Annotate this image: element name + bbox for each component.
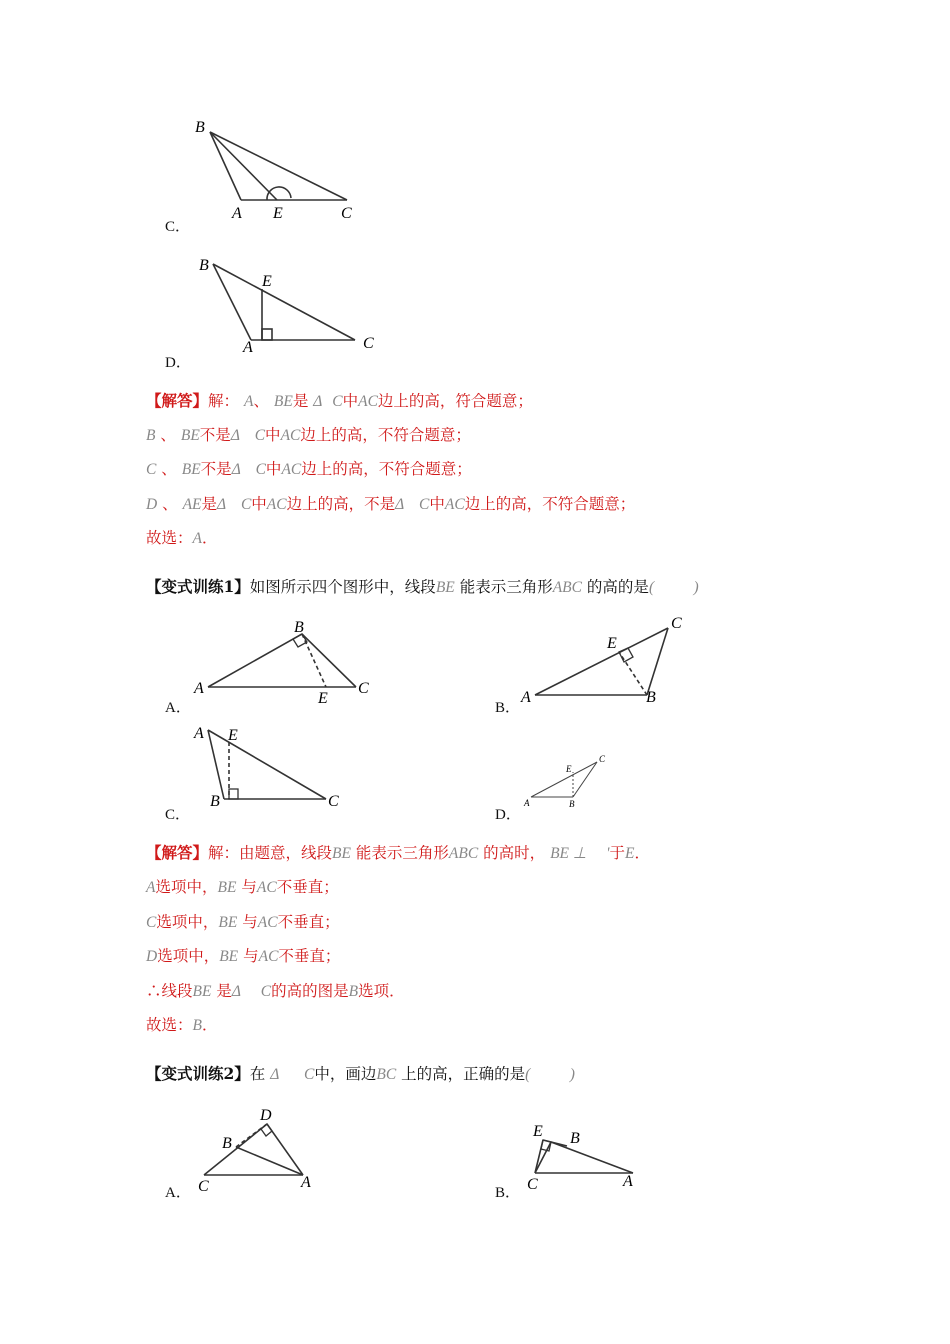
segment-bc [647,628,668,695]
option-a-label: A． [165,1185,191,1201]
label-c: C [198,1178,209,1195]
segment-ba [210,132,241,200]
option-a-label: A． [165,700,191,716]
option-c-label: C． [165,219,191,235]
answer2-line4: D选项中，BE 与AC不垂直； [146,947,341,965]
label-e: E [273,205,283,222]
option-d-label: D． [165,355,191,371]
segment-bc [535,1142,551,1173]
label-c: C [358,680,369,697]
label-c: C [363,335,374,352]
answer-tag: 【解答】 [146,391,209,410]
label-b: B [210,793,220,810]
segment-ac [531,762,597,797]
segment-ac [208,730,326,799]
segment-bc [210,132,347,200]
label-e: E [262,273,272,290]
label-b: B [569,799,575,809]
label-c: C [599,754,606,764]
answer2-line2: A选项中，BE 与AC不垂直； [146,878,339,896]
option-c-label: C． [165,807,191,823]
segment-ba [213,264,251,340]
right-angle-mark [619,648,633,662]
label-a: A [232,205,242,222]
label-b: B [646,689,656,706]
answer1-line5: 故选：A． [146,529,218,547]
answer1-line2: B 、 BE不是Δ C中AC边上的高，不符合题意； [146,426,471,444]
segment-ac [535,628,668,695]
figure-q1-a [190,612,380,707]
option-b-label: B． [495,1185,521,1201]
label-b: B [222,1135,232,1152]
segment-cd [204,1124,267,1175]
question2-stem: 【变式训练2】在 Δ C中，画边BC 上的高，正确的是( ) [146,1064,575,1083]
figure-q2-b [515,1118,655,1198]
answer2-line6: 故选：B． [146,1016,218,1034]
label-a: A [623,1173,633,1190]
answer1-line3: C 、 BE不是Δ C中AC边上的高，不符合题意； [146,460,472,478]
answer1-line4: D 、 AE是Δ C中AC边上的高，不是Δ C中AC边上的高，不符合题意； [146,495,636,513]
figure-q1-d [515,750,615,815]
segment-ab [208,634,302,687]
label-a: A [521,689,531,706]
label-a: A [194,725,204,742]
answer-tag: 【解答】 [146,843,209,862]
figure-prev-c [185,108,365,223]
segment-ab [208,730,224,799]
label-b: B [195,119,205,136]
label-b: B [294,619,304,636]
label-b: B [199,257,209,274]
figure-q2-a [190,1100,330,1195]
figure-q1-c [190,720,360,815]
answer2-line5: ∴线段BE 是Δ C的高的图是B选项． [146,982,405,1000]
label-a: A [243,339,253,356]
label-a: A [194,680,204,697]
question-tag: 【变式训练1】 [146,577,250,596]
segment-bc [213,264,355,340]
segment-bc [573,762,597,797]
label-a: A [301,1174,311,1191]
option-d-label: D． [495,807,521,823]
figure-q1-b [515,612,695,707]
segment-be [302,634,326,687]
label-e: E [228,727,238,744]
answer1-line1: 【解答】解： A、 BE是 Δ C中AC边上的高，符合题意； [146,391,533,410]
answer2-line1: 【解答】解：由题意，线段BE 能表示三角形ABC 的高时， BE ⊥ '于E． [146,843,650,862]
segment-bc [302,634,356,687]
label-c: C [671,615,682,632]
label-e: E [566,764,572,774]
label-b: B [570,1130,580,1147]
label-d: D [260,1107,272,1124]
segment-be [619,652,647,695]
right-angle-mark [262,329,272,340]
right-angle-mark [229,789,238,799]
segment-ba [551,1142,633,1173]
question-tag: 【变式训练2】 [146,1064,250,1083]
question1-stem: 【变式训练1】如图所示四个图形中，线段BE 能表示三角形ABC 的高的是( ) [146,577,699,596]
segment-be [210,132,277,200]
label-c: C [341,205,352,222]
label-e: E [607,635,617,652]
label-e: E [533,1123,543,1140]
figure-prev-d [185,248,385,358]
label-e: E [318,690,328,707]
answer2-line3: C选项中，BE 与AC不垂直； [146,913,340,931]
label-c: C [328,793,339,810]
option-b-label: B． [495,700,521,716]
label-a: A [524,798,530,808]
label-c: C [527,1176,538,1193]
